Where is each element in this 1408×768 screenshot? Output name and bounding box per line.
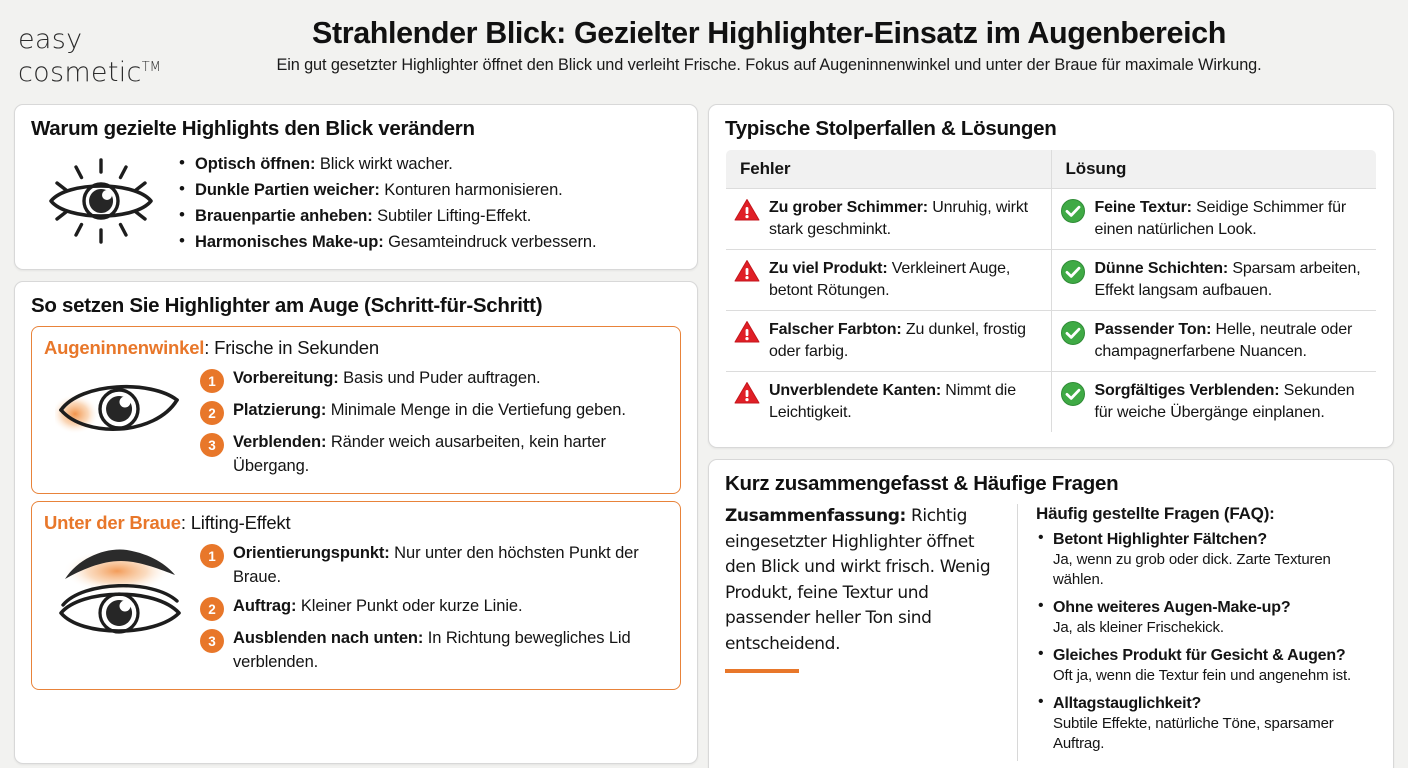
- pitfalls-card: [708, 104, 1394, 448]
- step-text: [233, 366, 541, 390]
- cell-text: [1095, 258, 1367, 302]
- faq-question: • Gleiches Produkt für Gesicht & Augen?: [1053, 647, 1346, 664]
- right-column: [708, 104, 1394, 764]
- eye-brow-glow-icon: [44, 537, 196, 647]
- cell-text: [769, 380, 1041, 424]
- table-cell-error: [726, 372, 1052, 433]
- faq-answer: Oft ja, wenn die Textur fein und angenehm ist.: [1053, 667, 1352, 684]
- why-item-lead: Brauenpartie anheben:: [195, 207, 373, 225]
- cell-rest: Seidige Schimmer für einen natürlichen Look.: [1094, 199, 1347, 238]
- table-header-row: [726, 150, 1377, 189]
- header-text-block: [208, 14, 1390, 76]
- step-rest: Kleiner Punkt oder kurze Linie.: [296, 597, 523, 615]
- list-item: [177, 177, 596, 203]
- page-header: [0, 0, 1408, 104]
- cell-rest: Unruhig, wirkt stark geschminkt.: [769, 199, 1028, 238]
- faq-title: Häufig gestellte Fragen (FAQ):: [1036, 504, 1275, 523]
- step-number-badge: 2: [200, 401, 224, 425]
- step-text: [233, 430, 668, 478]
- why-item-lead: Dunkle Partien weicher:: [195, 181, 380, 199]
- cell-text: [769, 319, 1041, 363]
- step-list-inner-corner: [200, 362, 668, 483]
- warning-icon: [734, 381, 760, 410]
- faq-answer: Ja, als kleiner Frischekick.: [1053, 619, 1224, 636]
- step-lead: Vorbereitung:: [233, 369, 339, 387]
- step-lead: Verblenden:: [233, 433, 327, 451]
- why-item-rest: Konturen harmonisieren.: [379, 181, 563, 199]
- list-item: [200, 541, 668, 589]
- summary-text: [725, 504, 1001, 657]
- summary-lead: Zusammenfassung:: [725, 506, 906, 526]
- faq-answer: Subtile Effekte, natürliche Töne, sparsamer Auftrag.: [1053, 715, 1334, 752]
- faq-list: [1036, 529, 1377, 754]
- warning-icon: [734, 320, 760, 349]
- summary-body: Richtig eingesetzter Highlighter öffnet den Blick und wirkt frisch. Wenig Produkt, feine Textur und passender heller Ton sind entscheidend.: [725, 506, 991, 654]
- table-cell-error: [726, 189, 1052, 250]
- why-item-rest: Subtiler Lifting-Effekt.: [372, 207, 532, 225]
- table-row: [726, 311, 1377, 372]
- step-number-badge: 2: [200, 597, 224, 621]
- list-item: [1036, 529, 1377, 590]
- step-number-badge: 3: [200, 433, 224, 457]
- cell-lead: Falscher Farbton:: [769, 321, 902, 338]
- cell-lead: Sorgfältiges Verblenden:: [1094, 382, 1280, 399]
- list-item: [200, 398, 668, 425]
- step-text: [233, 541, 668, 589]
- cell-lead: Passender Ton:: [1094, 321, 1212, 338]
- content-columns: [0, 104, 1408, 764]
- list-item: [1036, 597, 1377, 638]
- step-rest: Nur unter den höchsten Punkt der Braue.: [233, 544, 639, 586]
- list-item: [200, 626, 668, 674]
- cell-rest: Nimmt die Leichtigkeit.: [769, 382, 1016, 421]
- step-rest: In Richtung bewegliches Lid verblenden.: [233, 629, 631, 671]
- check-circle-icon: [1060, 320, 1086, 351]
- brand-name-line2: cosmetic™: [18, 57, 161, 88]
- cell-lead: Feine Textur:: [1094, 199, 1192, 216]
- summary-block: [725, 504, 1017, 761]
- faq-answer: Ja, wenn zu grob oder dick. Zarte Texturen wählen.: [1053, 551, 1331, 588]
- step-number-badge: 1: [200, 369, 224, 393]
- why-benefit-list: [177, 149, 596, 255]
- step-rest: Minimale Menge in die Vertiefung geben.: [326, 401, 626, 419]
- warning-icon: [734, 259, 760, 288]
- step-lead: Ausblenden nach unten:: [233, 629, 424, 647]
- why-card-title: Warum gezielte Highlights den Blick verändern: [31, 117, 475, 140]
- step-number-badge: 1: [200, 544, 224, 568]
- cell-rest: Zu dunkel, frostig oder farbig.: [769, 321, 1026, 360]
- cell-text: [1095, 197, 1367, 241]
- brand-name-line1: easy: [18, 24, 83, 55]
- steps-card: [14, 281, 698, 764]
- table-cell-error: [726, 311, 1052, 372]
- table-row: [726, 189, 1377, 250]
- list-item: [200, 594, 668, 621]
- list-item: [177, 229, 596, 255]
- cell-text: [1095, 319, 1367, 363]
- list-item: [1036, 693, 1377, 754]
- pitfalls-table: [725, 149, 1377, 433]
- table-cell-solution: [1051, 189, 1377, 250]
- list-item: [177, 151, 596, 177]
- step-lead: Auftrag:: [233, 597, 297, 615]
- warning-icon: [734, 198, 760, 227]
- why-item-rest: Gesamteindruck verbessern.: [383, 233, 597, 251]
- list-item: [200, 366, 668, 393]
- table-row: [726, 372, 1377, 433]
- cell-lead: Zu grober Schimmer:: [769, 199, 928, 216]
- brand-logo: [18, 14, 208, 87]
- page-title: Strahlender Blick: Gezielter Highlighter-Einsatz im Augenbereich: [312, 16, 1226, 50]
- step-section-rest: : Frische in Sekunden: [204, 337, 379, 358]
- list-item: [1036, 645, 1377, 686]
- step-section-accent-label: Augeninnenwinkel: [44, 337, 205, 358]
- why-item-rest: Blick wirkt wacher.: [315, 155, 453, 173]
- why-item-lead: Optisch öffnen:: [195, 155, 316, 173]
- left-column: [14, 104, 698, 764]
- why-item-lead: Harmonisches Make-up:: [195, 233, 384, 251]
- step-rest: Ränder weich ausarbeiten, kein harter Übergang.: [233, 433, 606, 475]
- cell-rest: Helle, neutrale oder champagnerfarbene Nuancen.: [1094, 321, 1353, 360]
- step-text: [233, 626, 668, 674]
- faq-question: • Alltagstauglichkeit?: [1053, 695, 1202, 712]
- cell-text: [769, 197, 1041, 241]
- faq-question: • Betont Highlighter Fältchen?: [1053, 531, 1267, 548]
- cell-rest: Sekunden für weiche Übergänge einplanen.: [1094, 382, 1355, 421]
- list-item: [177, 203, 596, 229]
- pitfalls-card-title: Typische Stolperfallen & Lösungen: [725, 117, 1057, 140]
- cell-lead: Zu viel Produkt:: [769, 260, 888, 277]
- cell-lead: Unverblendete Kanten:: [769, 382, 941, 399]
- cell-lead: Dünne Schichten:: [1094, 260, 1229, 277]
- column-header-solution: Lösung: [1051, 150, 1377, 189]
- table-cell-solution: [1051, 250, 1377, 311]
- cell-rest: Sparsam arbeiten, Effekt langsam aufbauen.: [1094, 260, 1361, 299]
- step-section-heading: [44, 511, 668, 535]
- step-section-rest: : Lifting-Effekt: [180, 512, 291, 533]
- why-card: [14, 104, 698, 270]
- cell-text: [769, 258, 1041, 302]
- step-number-badge: 3: [200, 629, 224, 653]
- step-section-inner-corner: [31, 326, 681, 494]
- summary-card-title: Kurz zusammengefasst & Häufige Fragen: [725, 472, 1119, 495]
- faq-block: [1017, 504, 1377, 761]
- summary-faq-card: [708, 459, 1394, 768]
- steps-card-title: So setzen Sie Highlighter am Auge (Schritt-für-Schritt): [31, 294, 543, 317]
- step-lead: Orientierungspunkt:: [233, 544, 390, 562]
- step-lead: Platzierung:: [233, 401, 327, 419]
- step-rest: Basis und Puder auftragen.: [338, 369, 541, 387]
- table-cell-solution: [1051, 372, 1377, 433]
- page-subtitle: Ein gut gesetzter Highlighter öffnet den Blick und verleiht Frische. Fokus auf Augeninnenwinkel und unter der Braue für maximale Wirkung.: [276, 56, 1262, 74]
- check-circle-icon: [1060, 198, 1086, 229]
- eye-inner-corner-glow-icon: [44, 362, 196, 444]
- step-section-under-brow: [31, 501, 681, 690]
- step-text: [233, 398, 626, 422]
- list-item: [200, 430, 668, 478]
- check-circle-icon: [1060, 381, 1086, 412]
- table-cell-solution: [1051, 311, 1377, 372]
- table-row: [726, 250, 1377, 311]
- check-circle-icon: [1060, 259, 1086, 290]
- step-text: [233, 594, 522, 618]
- faq-question: • Ohne weiteres Augen-Make-up?: [1053, 599, 1291, 616]
- step-section-accent-label: Unter der Braue: [44, 512, 181, 533]
- eye-shine-icon: [31, 149, 171, 245]
- accent-rule: [725, 669, 799, 673]
- step-section-heading: [44, 336, 668, 360]
- cell-rest: Verkleinert Auge, betont Rötungen.: [769, 260, 1011, 299]
- step-list-under-brow: [200, 537, 668, 679]
- column-header-error: Fehler: [726, 150, 1052, 189]
- table-cell-error: [726, 250, 1052, 311]
- cell-text: [1095, 380, 1367, 424]
- trademark-symbol: TM: [141, 60, 161, 75]
